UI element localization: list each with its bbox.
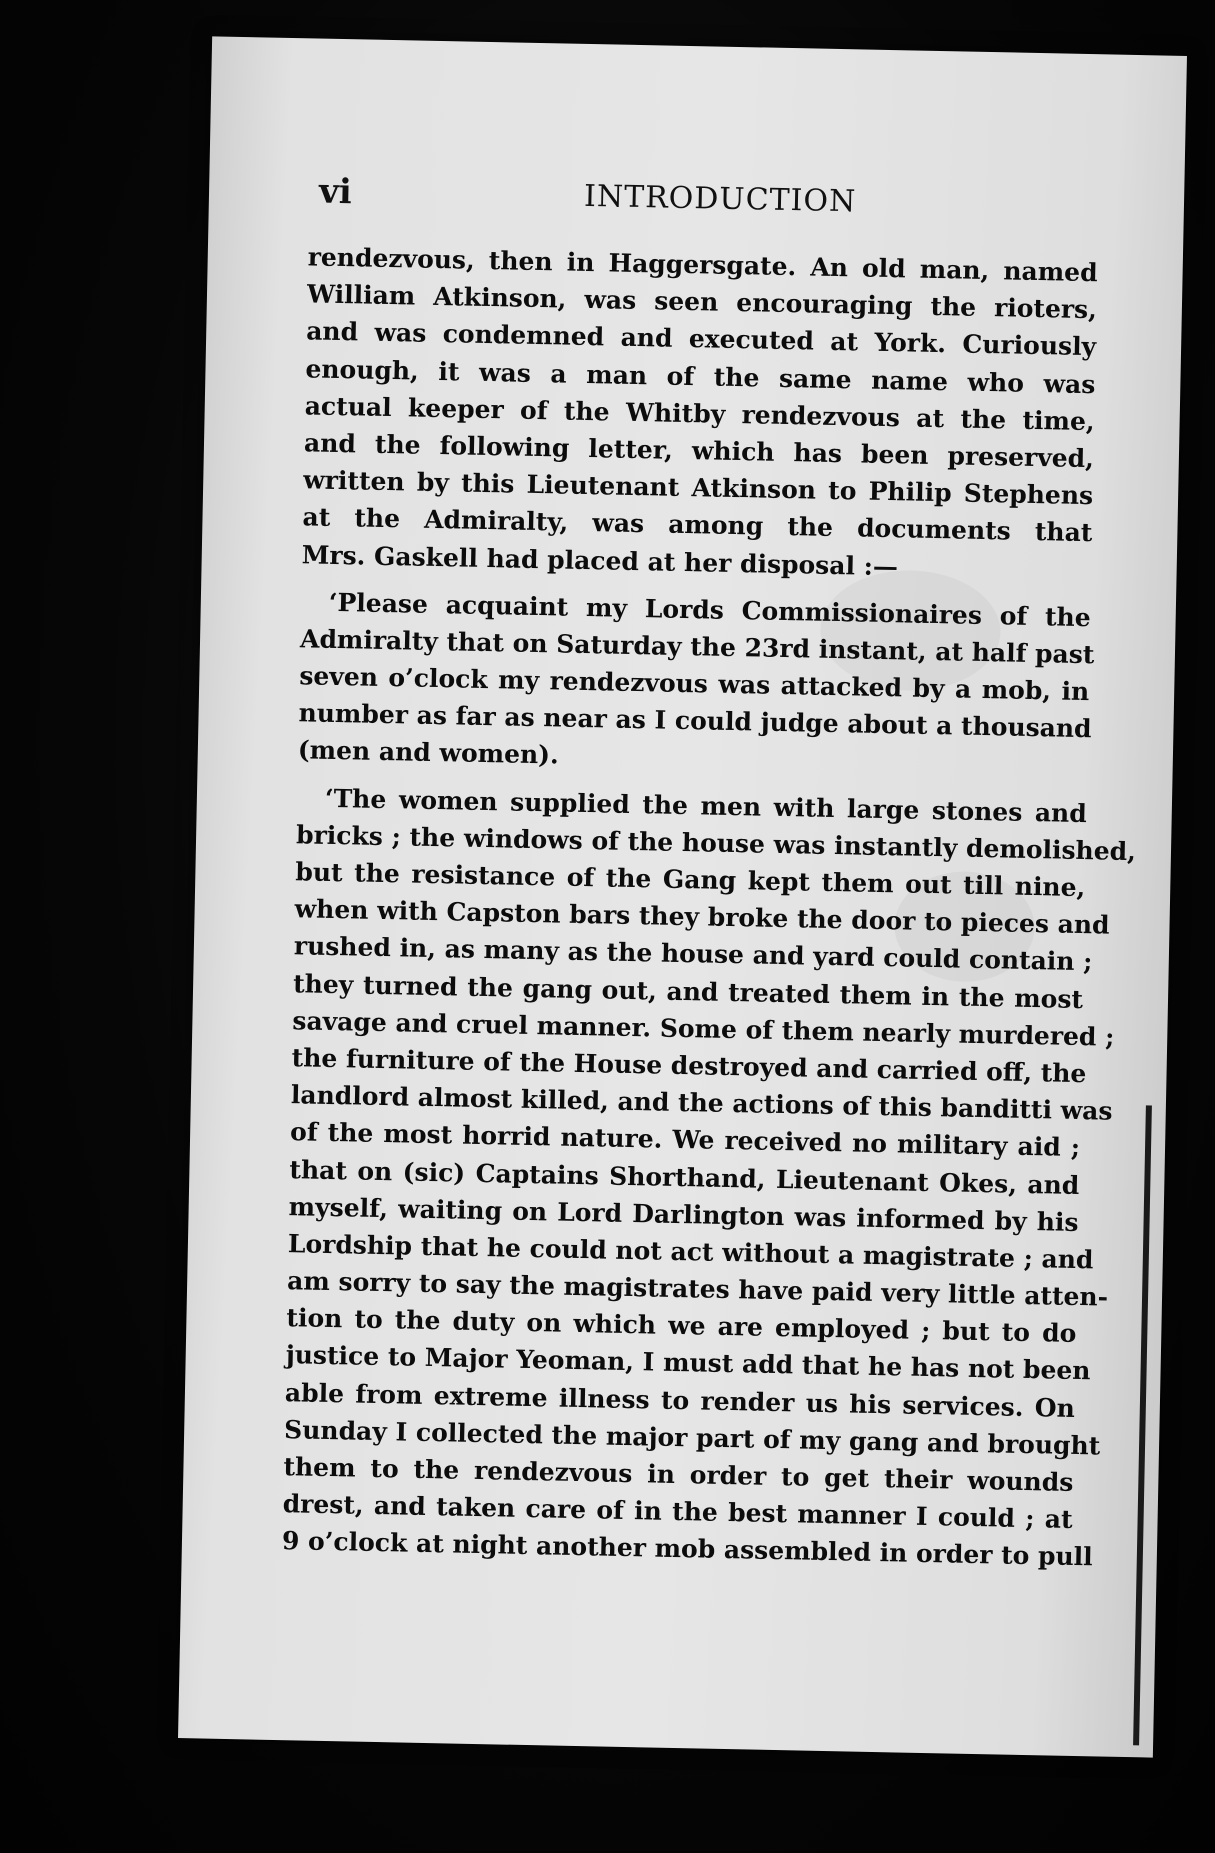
text-line: ‘The women supplied the men with large stones and (324, 783, 1088, 828)
text-line: the furniture of the House destroyed and carried off, the (291, 1043, 1087, 1089)
text-line: am sorry to say the magistrates have paid very little atten- (286, 1266, 1109, 1312)
text-line: them to the rendezvous in order to get their wounds (283, 1452, 1074, 1497)
paragraph (301, 238, 1098, 588)
text-line: of the most horrid nature. We received no military aid ; (289, 1117, 1081, 1163)
text-line: (men and women). (297, 735, 559, 770)
running-title: INTRODUCTION (583, 178, 857, 220)
text-line: Sunday I collected the major part of my gang and brought (283, 1414, 1101, 1461)
text-line: Mrs. Gaskell had placed at her disposal :— (301, 539, 899, 581)
text-line: drest, and taken care of in the best manner I could ; at (282, 1489, 1073, 1535)
text-line: able from extreme illness to render us his services. On (284, 1377, 1076, 1423)
paragraph (281, 779, 1137, 1576)
text-line: justice to Major Yeoman, I must add that he has not been (285, 1340, 1091, 1386)
text-line: and the following letter, which has been preserved, (303, 428, 1095, 474)
text-line: 9 o’clock at night another mob assembled in order to pull (281, 1526, 1093, 1572)
text-line: bricks ; the windows of the house was instantly demolished, (295, 820, 1137, 866)
text-line: written by this Lieutenant Atkinson to Philip Stephens (303, 465, 1094, 511)
book-page (178, 36, 1187, 1757)
text-line: and was condemned and executed at York. Curiously (305, 316, 1097, 362)
paragraph (297, 583, 1095, 785)
text-line: that on (sic) Captains Shorthand, Lieutenant Okes, and (289, 1154, 1080, 1200)
text-line: Lordship that he could not act without a magistrate ; and (287, 1229, 1094, 1275)
text-line: actual keeper of the Whitby rendezvous at the time, (304, 391, 1095, 436)
text-line: rendezvous, then in Haggersgate. An old man, named (307, 242, 1098, 288)
text-line: seven o’clock my rendezvous was attacked by a mob, in (299, 661, 1090, 707)
text-line: at the Admiralty, was among the documents that (302, 502, 1093, 548)
text-line: myself, waiting on Lord Darlington was informed by his (288, 1191, 1079, 1237)
text-line: but the resistance of the Gang kept them out till nine, (295, 857, 1086, 903)
text-line: number as far as near as I could judge about a thousand (298, 698, 1092, 744)
text-line: savage and cruel manner. Some of them nearly murdered ; (292, 1005, 1115, 1052)
page-number: vi (318, 171, 353, 213)
text-line: William Atkinson, was seen encouraging the rioters, (306, 279, 1098, 325)
body-text (281, 238, 1137, 1575)
page-edge-shadow (1133, 1105, 1152, 1745)
text-line: tion to the duty on which we are employed ; but to do (286, 1303, 1077, 1349)
text-line: landlord almost killed, and the actions of this banditti was (290, 1080, 1113, 1126)
text-line: Admiralty that on Saturday the 23rd instant, at half past (299, 624, 1095, 670)
text-line: enough, it was a man of the same name who was (305, 353, 1096, 399)
running-head (209, 169, 1185, 239)
text-line: rushed in, as many as the house and yard could contain ; (293, 931, 1093, 977)
text-line: when with Capston bars they broke the door to pieces and (294, 894, 1110, 940)
text-line: they turned the gang out, and treated them in the most (292, 968, 1084, 1014)
text-line: ‘Please acquaint my Lords Commissionaires of the (328, 587, 1091, 632)
